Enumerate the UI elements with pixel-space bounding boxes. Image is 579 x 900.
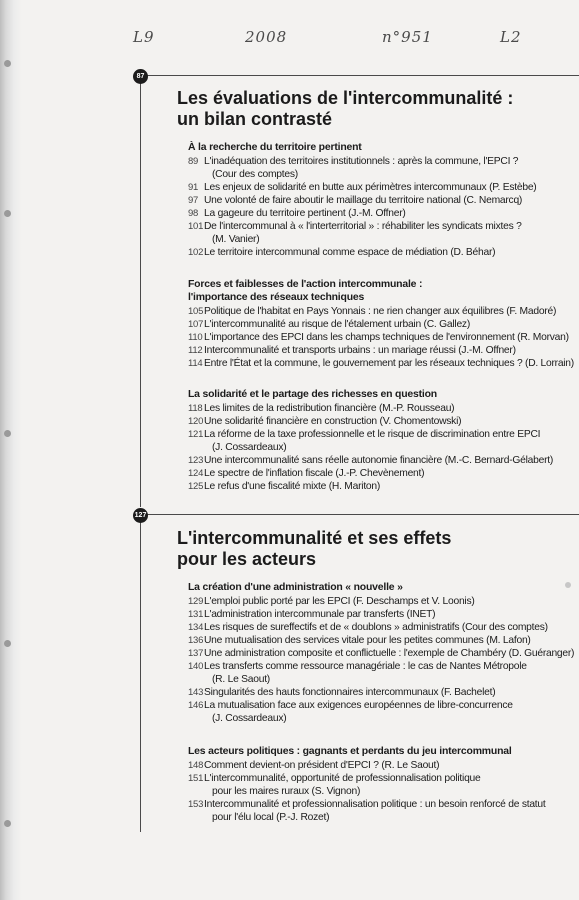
entry-title: La mutualisation face aux exigences européennes de libre-concurrence [204,700,513,711]
binding-edge [0,0,22,900]
toc-entry [188,207,576,220]
group-heading [188,745,576,758]
toc-group [188,278,576,370]
toc-entry [188,181,576,194]
entry-page-number: 110 [188,332,203,343]
toc-entry [188,634,576,647]
section-vertical-rule [140,514,141,832]
entry-title: La gageure du territoire pertinent (J.-M. Offner) [204,208,406,219]
group-heading-line: Les acteurs politiques : gagnants et perdants du jeu intercommunal [188,745,512,757]
entry-title-continued: pour les maires ruraux (S. Vignon) [212,786,361,797]
entry-title: Comment devient-on président d'EPCI ? (R. Le Saout) [204,760,440,771]
toc-entry [188,220,576,246]
entry-title-continued: (R. Le Saout) [212,674,270,685]
toc-entry [188,699,576,725]
section-title [177,528,451,570]
entry-title: Entre l'État et la commune, le gouvernement par les réseaux techniques ? (D. Lorrain) [204,358,574,369]
toc-group [188,388,576,493]
entry-page-number: 137 [188,648,204,659]
group-heading-line: La création d'une administration « nouvelle » [188,581,403,593]
entry-page-number: 134 [188,622,204,633]
entry-title: Le spectre de l'inflation fiscale (J.-P. Chevènement) [204,468,425,479]
entry-title: L'administration intercommunale par transferts (INET) [204,609,436,620]
entry-title: L'importance des EPCI dans les champs techniques de l'environnement (R. Morvan) [204,332,569,343]
entry-page-number: 114 [188,358,203,369]
entry-page-number: 97 [188,195,199,206]
toc-entry [188,660,576,686]
entry-title: De l'intercommunal à « l'interterritorial » : réhabiliter les syndicats mixtes ? [204,221,522,232]
toc-entry [188,155,576,181]
group-heading-line: l'importance des réseaux techniques [188,291,365,303]
toc-entry [188,357,576,370]
entry-page-number: 151 [188,773,204,784]
title-line: L'intercommunalité et ses effets [177,528,452,548]
entry-page-number: 140 [188,661,204,672]
entry-page-number: 129 [188,596,204,607]
entry-title-continued: pour l'élu local (P.-J. Rozet) [212,812,330,823]
entry-title: Le refus d'une fiscalité mixte (H. Mariton) [204,481,381,492]
entry-title: Intercommunalité et transports urbains : un mariage réussi (J.-M. Offner) [204,345,516,356]
entry-page-number: 121 [188,429,204,440]
toc-entry [188,194,576,207]
entry-page-number: 124 [188,468,204,479]
punch-hole [4,430,11,437]
entry-title: Les enjeux de solidarité en butte aux périmètres intercommunaux (P. Estèbe) [204,182,537,193]
toc-group [188,141,576,259]
handwritten-note-left: L9 [133,28,155,46]
entry-page-number: 89 [188,156,199,167]
handwritten-note-number: n°951 [382,28,433,46]
group-heading-line: Forces et faiblesses de l'action intercommunale : [188,278,423,290]
entry-page-number: 107 [188,319,204,330]
group-heading-line: À la recherche du territoire pertinent [188,141,362,153]
group-heading-line: La solidarité et le partage des richesses en question [188,388,437,400]
toc-entry [188,608,576,621]
scan-speck [565,582,571,588]
group-heading [188,141,576,154]
entry-page-number: 102 [188,247,204,258]
entry-page-number: 148 [188,760,204,771]
group-heading [188,278,576,304]
entry-page-number: 118 [188,403,203,414]
entry-title: Une solidarité financière en construction (V. Chomentowski) [204,416,462,427]
entry-title: L'intercommunalité au risque de l'étalement urbain (C. Gallez) [204,319,471,330]
toc-entry [188,318,576,331]
entry-title: Une intercommunalité sans réelle autonomie financière (M.-C. Bernard-Gélabert) [204,455,554,466]
toc-entry [188,798,576,824]
entry-page-number: 112 [188,345,203,356]
entry-page-number: 120 [188,416,204,427]
toc-entry [188,305,576,318]
toc-entry [188,467,576,480]
toc-entry [188,595,576,608]
section-page-badge: 127 [133,508,148,523]
entry-page-number: 105 [188,306,204,317]
toc-entry [188,647,576,660]
entry-title-continued: (J. Cossardeaux) [212,713,287,724]
section-vertical-rule [140,75,141,507]
entry-page-number: 131 [188,609,204,620]
entry-title: Les risques de sureffectifs et de « doublons » administratifs (Cour des comptes) [204,622,548,633]
entry-page-number: 125 [188,481,204,492]
toc-entry [188,772,576,798]
entry-title: Le territoire intercommunal comme espace de médiation (D. Béhar) [204,247,496,258]
entry-title: Intercommunalité et professionnalisation politique : un besoin renforcé de statut [204,799,546,810]
handwritten-note-right: L2 [500,28,522,46]
entry-title: Une administration composite et conflictuelle : l'exemple de Chambéry (D. Guéranger) [204,648,575,659]
entry-page-number: 146 [188,700,204,711]
section-divider [140,75,579,76]
toc-entry [188,686,576,699]
handwritten-note-year: 2008 [245,28,288,46]
toc-entry [188,428,576,454]
entry-page-number: 91 [188,182,199,193]
group-heading [188,581,576,594]
entry-title: Singularités des hauts fonctionnaires intercommunaux (F. Bachelet) [204,687,496,698]
toc-entry [188,246,576,259]
toc-group [188,745,576,824]
entry-title-continued: (M. Vanier) [212,234,260,245]
entry-title: Une volonté de faire aboutir le maillage du territoire national (C. Nemarcq) [204,195,523,206]
entry-title-continued: (Cour des comptes) [212,169,298,180]
entry-title: L'emploi public porté par les EPCI (F. Deschamps et V. Loonis) [204,596,475,607]
entry-page-number: 101 [188,221,204,232]
title-line: un bilan contrasté [177,109,333,129]
entry-title: Les transferts comme ressource managériale : le cas de Nantes Métropole [204,661,527,672]
toc-entry [188,621,576,634]
title-line: Les évaluations de l'intercommunalité : [177,88,514,108]
toc-entry [188,454,576,467]
punch-hole [4,820,11,827]
entry-title: Une mutualisation des services vitale pour les petites communes (M. Lafon) [204,635,531,646]
section-title [177,88,513,130]
entry-title-continued: (J. Cossardeaux) [212,442,287,453]
toc-entry [188,402,576,415]
section-divider [140,514,579,515]
entry-page-number: 153 [188,799,204,810]
punch-hole [4,210,11,217]
entry-title: Politique de l'habitat en Pays Yonnais : ne rien changer aux équilibres (F. Madoré) [204,306,557,317]
punch-hole [4,60,11,67]
entry-page-number: 123 [188,455,204,466]
entry-title: La réforme de la taxe professionnelle et le risque de discrimination entre EPCI [204,429,541,440]
toc-entry [188,344,576,357]
toc-entry [188,331,576,344]
toc-entry [188,759,576,772]
entry-page-number: 136 [188,635,204,646]
entry-page-number: 98 [188,208,199,219]
entry-title: Les limites de la redistribution financière (M.-P. Rousseau) [204,403,455,414]
entry-title: L'intercommunalité, opportunité de professionnalisation politique [204,773,481,784]
group-heading [188,388,576,401]
title-line: pour les acteurs [177,549,317,569]
toc-entry [188,480,576,493]
entry-page-number: 143 [188,687,204,698]
section-page-badge: 87 [133,69,148,84]
entry-title: L'inadéquation des territoires institutionnels : après la commune, l'EPCI ? [204,156,519,167]
toc-entry [188,415,576,428]
punch-hole [4,640,11,647]
toc-group [188,581,576,725]
